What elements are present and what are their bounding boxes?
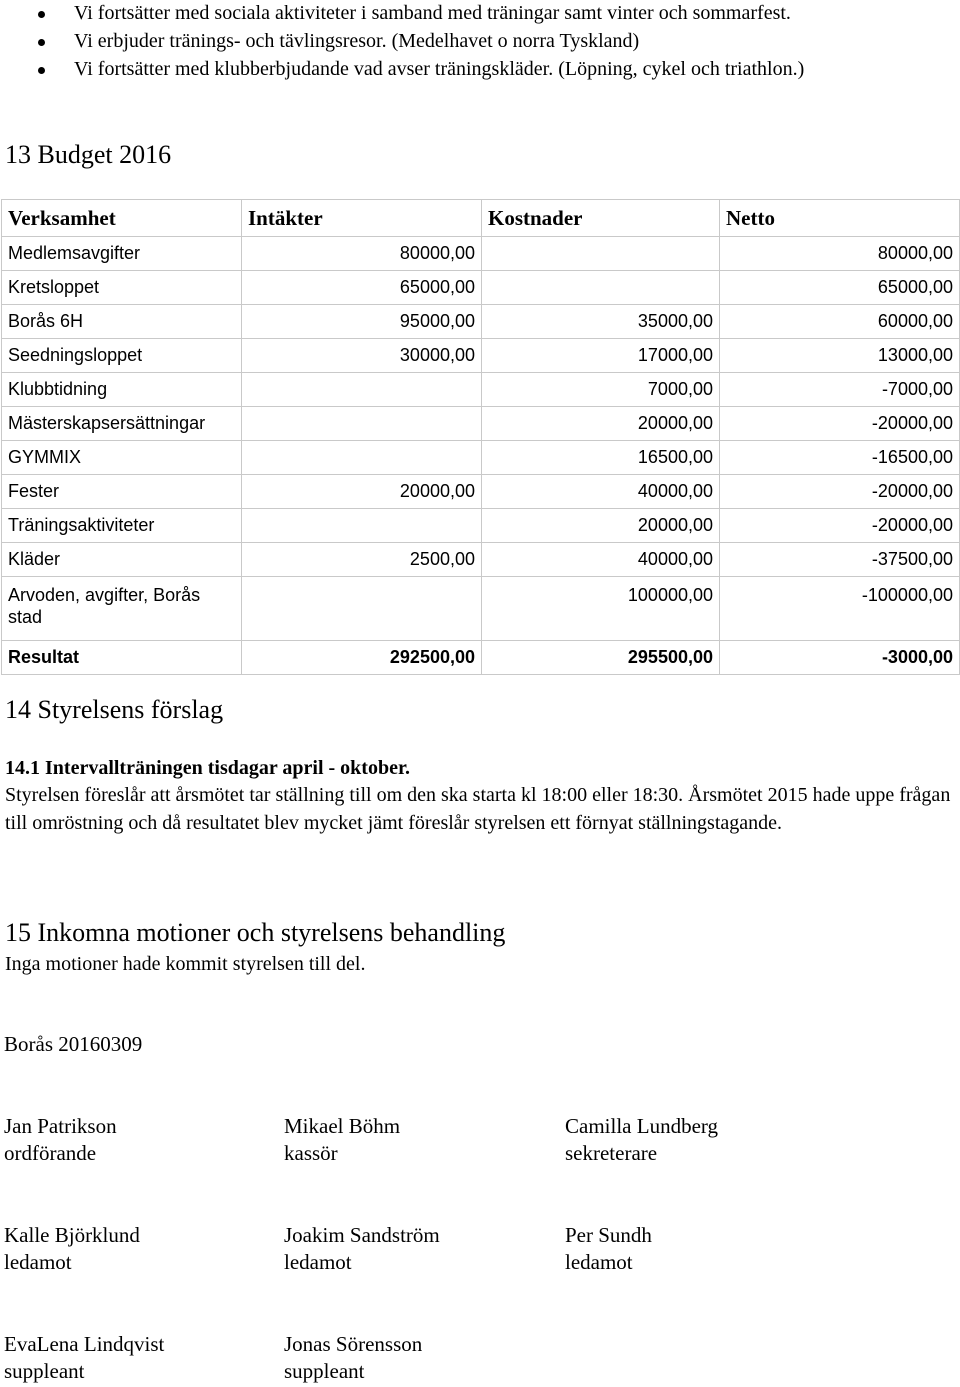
cell-cost: 16500,00: [482, 441, 720, 475]
signature-role: ordförande: [4, 1141, 97, 1165]
cell-net: 80000,00: [720, 237, 960, 271]
signature-role: ledamot: [565, 1250, 633, 1274]
cell-cost: [482, 237, 720, 271]
cell-income: [242, 577, 482, 641]
signature-role: ledamot: [4, 1250, 72, 1274]
table-row: [2, 373, 960, 407]
signature-name: Joakim Sandström: [284, 1223, 440, 1247]
budget-heading: 13 Budget 2016: [5, 140, 172, 169]
cell-net: -20000,00: [720, 475, 960, 509]
column-header: Netto: [720, 200, 960, 237]
cell-income: 20000,00: [242, 475, 482, 509]
signature-name: Jan Patrikson: [4, 1114, 117, 1138]
cell-income: 292500,00: [242, 641, 482, 675]
cell-activity: Mästerskapsersättningar: [2, 407, 242, 441]
cell-cost: 17000,00: [482, 339, 720, 373]
table-row: [2, 271, 960, 305]
cell-cost: 20000,00: [482, 509, 720, 543]
cell-income: 2500,00: [242, 543, 482, 577]
signature-role: sekreterare: [565, 1141, 658, 1165]
cell-income: 65000,00: [242, 271, 482, 305]
bullet-text: Vi erbjuder tränings- och tävlingsresor. (Medelhavet o norra Tyskland): [74, 30, 640, 52]
cell-activity: Kretsloppet: [2, 271, 242, 305]
cell-activity: Träningsaktiviteter: [2, 509, 242, 543]
cell-activity: GYMMIX: [2, 441, 242, 475]
cell-net: -100000,00: [720, 577, 960, 641]
cell-net: 65000,00: [720, 271, 960, 305]
cell-income: [242, 509, 482, 543]
cell-income: 80000,00: [242, 237, 482, 271]
proposal-heading: 14 Styrelsens förslag: [5, 695, 224, 724]
table-row: [2, 509, 960, 543]
bullet-dot-icon: [38, 11, 45, 18]
table-header-row: [2, 200, 960, 237]
cell-activity: Borås 6H: [2, 305, 242, 339]
cell-income: [242, 441, 482, 475]
proposal-text: Styrelsen föreslår att årsmötet tar ställning till om den ska starta kl 18:00 eller 18:30. Årsmötet 2015 hade uppe frågan till omröstning och då resultatet blev mycket jämt föreslår styrelsen ett förnyat ställningstagande.: [5, 784, 951, 834]
column-header: Kostnader: [482, 200, 720, 237]
signature-block: [4, 1222, 140, 1276]
motions-heading: 15 Inkomna motioner och styrelsens behandling: [5, 918, 506, 947]
signature-name: Jonas Sörensson: [284, 1332, 423, 1356]
table-row: [2, 577, 960, 641]
signature-name: EvaLena Lindqvist: [4, 1332, 165, 1356]
cell-activity: Seedningsloppet: [2, 339, 242, 373]
cell-activity: Medlemsavgifter: [2, 237, 242, 271]
cell-cost: 40000,00: [482, 475, 720, 509]
bullet-dot-icon: [38, 39, 45, 46]
cell-net: 13000,00: [720, 339, 960, 373]
table-row: [2, 407, 960, 441]
signature-block: [565, 1222, 652, 1276]
cell-income: [242, 373, 482, 407]
signature-block: [4, 1331, 164, 1385]
cell-activity: Arvoden, avgifter, Borås stad: [2, 577, 242, 641]
table-row: [2, 441, 960, 475]
budget-table: [1, 199, 960, 675]
signature-role: suppleant: [284, 1359, 365, 1383]
signature-name: Camilla Lundberg: [565, 1114, 718, 1138]
signature-block: [565, 1113, 718, 1167]
cell-activity: Kläder: [2, 543, 242, 577]
cell-net: -16500,00: [720, 441, 960, 475]
table-row: [2, 543, 960, 577]
cell-net: -3000,00: [720, 641, 960, 675]
bullet-text: Vi fortsätter med sociala aktiviteter i samband med träningar samt vinter och sommarfest.: [74, 2, 791, 24]
signature-block: [284, 1222, 440, 1276]
cell-income: 95000,00: [242, 305, 482, 339]
cell-cost: 100000,00: [482, 577, 720, 641]
cell-cost: 35000,00: [482, 305, 720, 339]
signature-name: Per Sundh: [565, 1223, 652, 1247]
cell-net: -20000,00: [720, 407, 960, 441]
cell-activity: Fester: [2, 475, 242, 509]
cell-net: -37500,00: [720, 543, 960, 577]
cell-activity: Resultat: [2, 641, 242, 675]
cell-cost: [482, 271, 720, 305]
bullet-text: Vi fortsätter med klubberbjudande vad avser träningskläder. (Löpning, cykel och triathlon.): [74, 58, 805, 80]
cell-cost: 295500,00: [482, 641, 720, 675]
table-row: [2, 305, 960, 339]
signature-block: [4, 1113, 117, 1167]
signature-block: [284, 1331, 422, 1385]
column-header: Verksamhet: [2, 200, 242, 237]
table-row: [2, 475, 960, 509]
proposal-subheading: 14.1 Intervallträningen tisdagar april - oktober.: [5, 757, 411, 779]
motions-text: Inga motioner hade kommit styrelsen till del.: [5, 953, 366, 975]
cell-income: 30000,00: [242, 339, 482, 373]
table-row: [2, 339, 960, 373]
signature-role: ledamot: [284, 1250, 352, 1274]
cell-cost: 40000,00: [482, 543, 720, 577]
signature-role: suppleant: [4, 1359, 85, 1383]
bullet-dot-icon: [38, 67, 45, 74]
place-date: Borås 20160309: [4, 1032, 143, 1056]
cell-activity: Klubbtidning: [2, 373, 242, 407]
signature-role: kassör: [284, 1141, 338, 1165]
cell-income: [242, 407, 482, 441]
table-row: [2, 237, 960, 271]
cell-net: 60000,00: [720, 305, 960, 339]
signature-name: Kalle Björklund: [4, 1223, 140, 1247]
cell-net: -7000,00: [720, 373, 960, 407]
cell-cost: 7000,00: [482, 373, 720, 407]
signature-name: Mikael Böhm: [284, 1114, 401, 1138]
column-header: Intäkter: [242, 200, 482, 237]
cell-cost: 20000,00: [482, 407, 720, 441]
table-total-row: [2, 641, 960, 675]
cell-net: -20000,00: [720, 509, 960, 543]
signature-block: [284, 1113, 400, 1167]
